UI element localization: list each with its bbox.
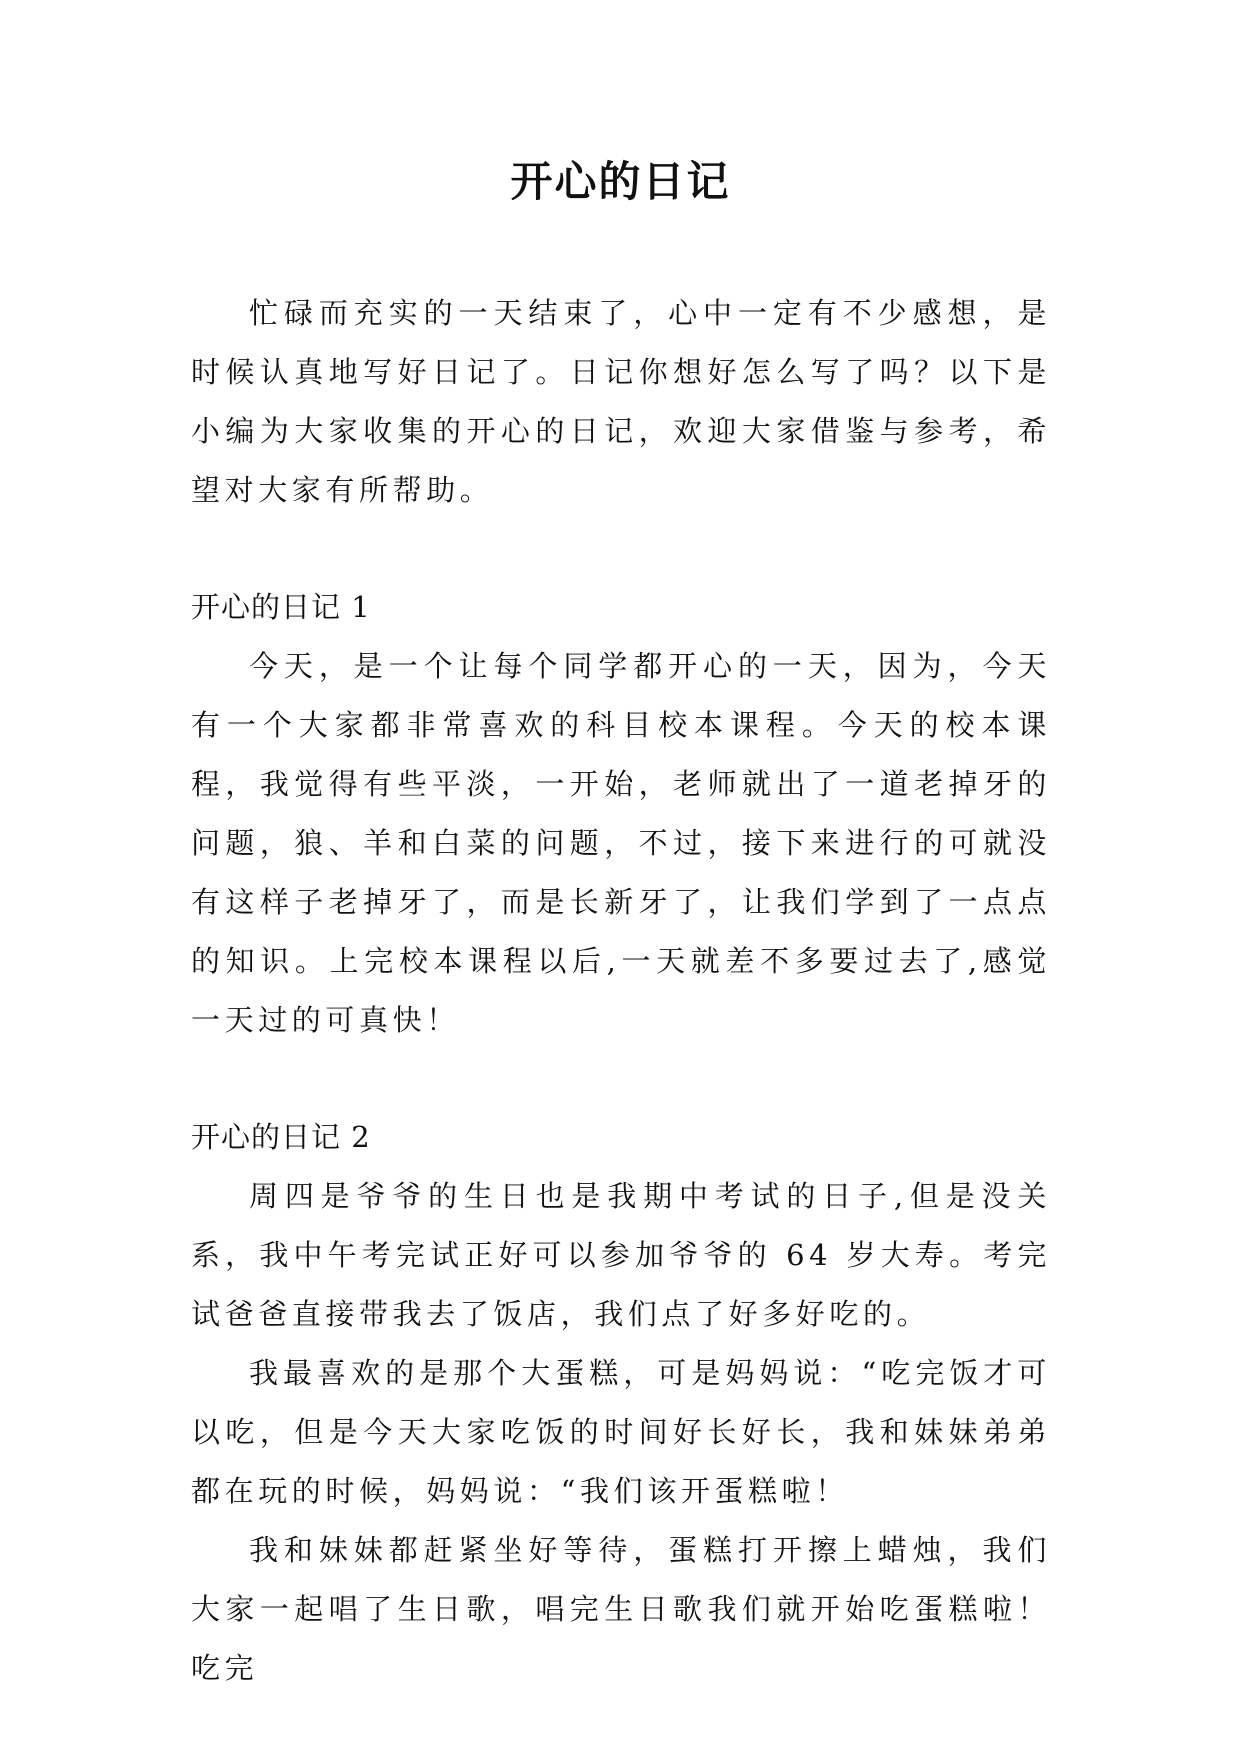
section-heading-1: 开心的日记 1 — [191, 590, 371, 624]
intro-paragraph: 忙碌而充实的一天结束了，心中一定有不少感想，是时候认真地写好日记了。日记你想好怎么写了吗？以下是小编为大家收集的开心的日记，欢迎大家借鉴与参考，希望对大家有所帮助。 — [191, 296, 1051, 507]
document-title: 开心的日记 — [510, 157, 731, 206]
spacer — [191, 520, 1051, 578]
section-2-paragraph-2: 我最喜欢的是那个大蛋糕，可是妈妈说：“吃完饭才可以吃，但是今天大家吃饭的时间好长好长，我和妹妹弟弟都在玩的时候，妈妈说：“我们该开蛋糕啦！ — [191, 1356, 1051, 1508]
document-body — [191, 284, 1051, 1698]
section-2-paragraph-1: 周四是爷爷的生日也是我期中考试的日子,但是没关系，我中午考完试正好可以参加爷爷的 64 岁大寿。考完试爸爸直接带我去了饭店，我们点了好多好吃的。 — [191, 1179, 1051, 1331]
section-heading-2: 开心的日记 2 — [191, 1120, 371, 1154]
section-1-paragraph-1: 今天，是一个让每个同学都开心的一天，因为，今天有一个大家都非常喜欢的科目校本课程。今天的校本课程，我觉得有些平淡，一开始，老师就出了一道老掉牙的问题，狼、羊和白菜的问题，不过，接下来进行的可就没有这样子老掉牙了，而是长新牙了，让我们学到了一点点的知识。上完校本课程以后,一天就差不多要过去了,感觉一天过的可真快！ — [191, 649, 1051, 1037]
spacer — [191, 1050, 1051, 1108]
section-2-paragraph-3: 我和妹妹都赶紧坐好等待，蛋糕打开擦上蜡烛，我们大家一起唱了生日歌，唱完生日歌我们就开始吃蛋糕啦！吃完 — [191, 1533, 1051, 1685]
